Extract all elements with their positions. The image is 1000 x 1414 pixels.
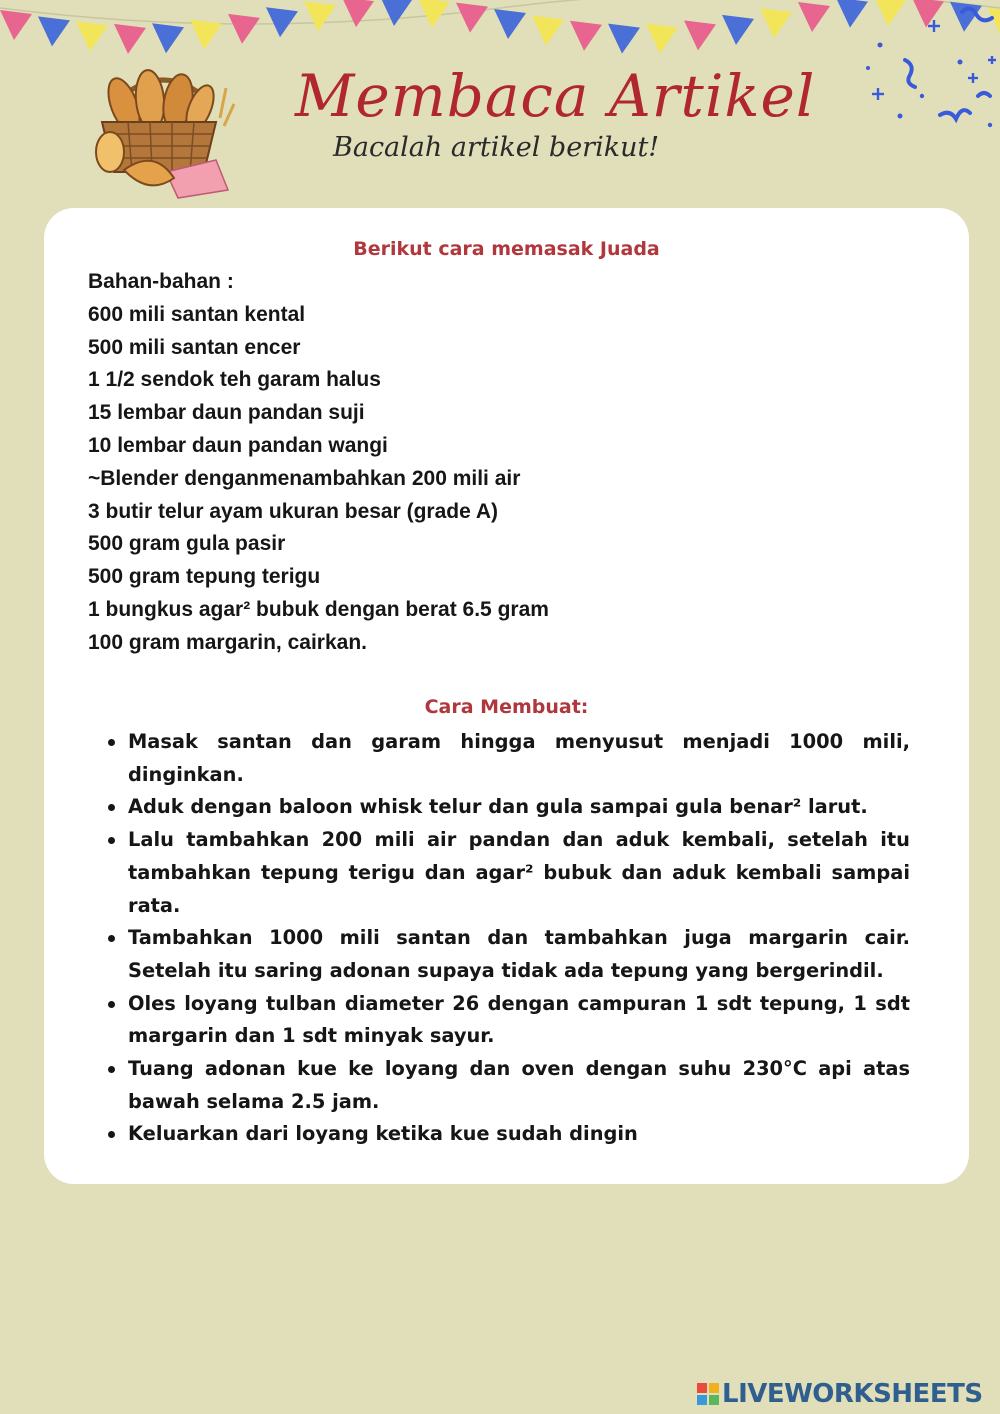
ingredient-item: 10 lembar daun pandan wangi xyxy=(88,433,388,457)
bunting-flag xyxy=(190,20,222,50)
ingredient-item: 500 mili santan encer xyxy=(88,335,301,359)
steps-heading: Cara Membuat: xyxy=(424,696,589,718)
step-item: Tambahkan 1000 mili santan dan tambahkan juga margarin cair. Setelah itu saring adonan supaya tidak ada tepung yang bergerindil. xyxy=(128,922,910,987)
ingredient-item: 3 butir telur ayam ukuran besar (grade A) xyxy=(88,499,499,523)
bunting-flag xyxy=(798,2,830,32)
ingredient-item: 600 mili santan kental xyxy=(88,302,306,326)
step-item: Lalu tambahkan 200 mili air pandan dan aduk kembali, setelah itu tambahkan tepung terigu dan agar² bubuk dan aduk kembali sampai rata. xyxy=(128,824,910,922)
confetti-decoration xyxy=(860,0,1000,140)
step-item: Keluarkan dari loyang ketika kue sudah dingin xyxy=(128,1118,910,1151)
step-item: Masak santan dan garam hingga menyusut menjadi 1000 mili, dinginkan. xyxy=(128,726,910,791)
bunting-flag xyxy=(380,0,412,26)
bunting-flag xyxy=(494,9,526,39)
bunting-flag xyxy=(722,15,754,45)
page-subtitle: Bacalah artikel berikut! xyxy=(333,132,660,163)
step-item: Oles loyang tulban diameter 26 dengan campuran 1 sdt tepung, 1 sdt margarin dan 1 sdt minyak sayur. xyxy=(128,988,910,1053)
steps-list xyxy=(128,726,910,1151)
bunting-flag xyxy=(304,1,336,31)
bunting-flag xyxy=(0,10,32,40)
bunting-flag xyxy=(38,16,70,46)
ingredient-item: 1 bungkus agar² bubuk dengan berat 6.5 gram xyxy=(88,597,549,621)
bunting-flag xyxy=(342,0,374,27)
bunting-flag xyxy=(684,20,716,50)
bunting-flag xyxy=(266,7,298,37)
ingredient-item: 500 gram tepung terigu xyxy=(88,565,321,589)
liveworksheets-brand[interactable] xyxy=(697,1378,983,1410)
step-item: Aduk dengan baloon whisk telur dan gula sampai gula benar² larut. xyxy=(128,791,910,824)
bunting-flag xyxy=(76,21,108,51)
bunting-flag xyxy=(646,24,678,54)
article-heading: Berikut cara memasak Juada xyxy=(353,238,660,260)
bunting-flag xyxy=(532,15,564,45)
bunting-flag xyxy=(456,3,488,33)
bunting-flag xyxy=(760,8,792,38)
liveworksheets-logo-icon xyxy=(697,1383,719,1405)
bread-basket-illustration xyxy=(88,60,238,200)
brand-name: LIVEWORKSHEETS xyxy=(722,1379,983,1409)
ingredients-list xyxy=(88,266,549,660)
bunting-flag xyxy=(608,24,640,54)
bunting-flag xyxy=(570,21,602,51)
bunting-flag xyxy=(152,23,184,53)
step-item: Tuang adonan kue ke loyang dan oven dengan suhu 230°C api atas bawah selama 2.5 jam. xyxy=(128,1053,910,1118)
ingredient-item: 15 lembar daun pandan suji xyxy=(88,401,365,425)
ingredient-item: 1 1/2 sendok teh garam halus xyxy=(88,368,381,392)
ingredient-item: ~Blender denganmenambahkan 200 mili air xyxy=(88,466,521,490)
ingredient-item: 100 gram margarin, cairkan. xyxy=(88,630,367,654)
ingredient-item: 500 gram gula pasir xyxy=(88,532,286,556)
ingredients-label: Bahan-bahan : xyxy=(88,270,234,293)
article-card xyxy=(44,208,969,1184)
page-title: Membaca Artikel xyxy=(295,62,816,130)
bunting-flag xyxy=(114,24,146,54)
bunting-flag xyxy=(228,14,260,44)
